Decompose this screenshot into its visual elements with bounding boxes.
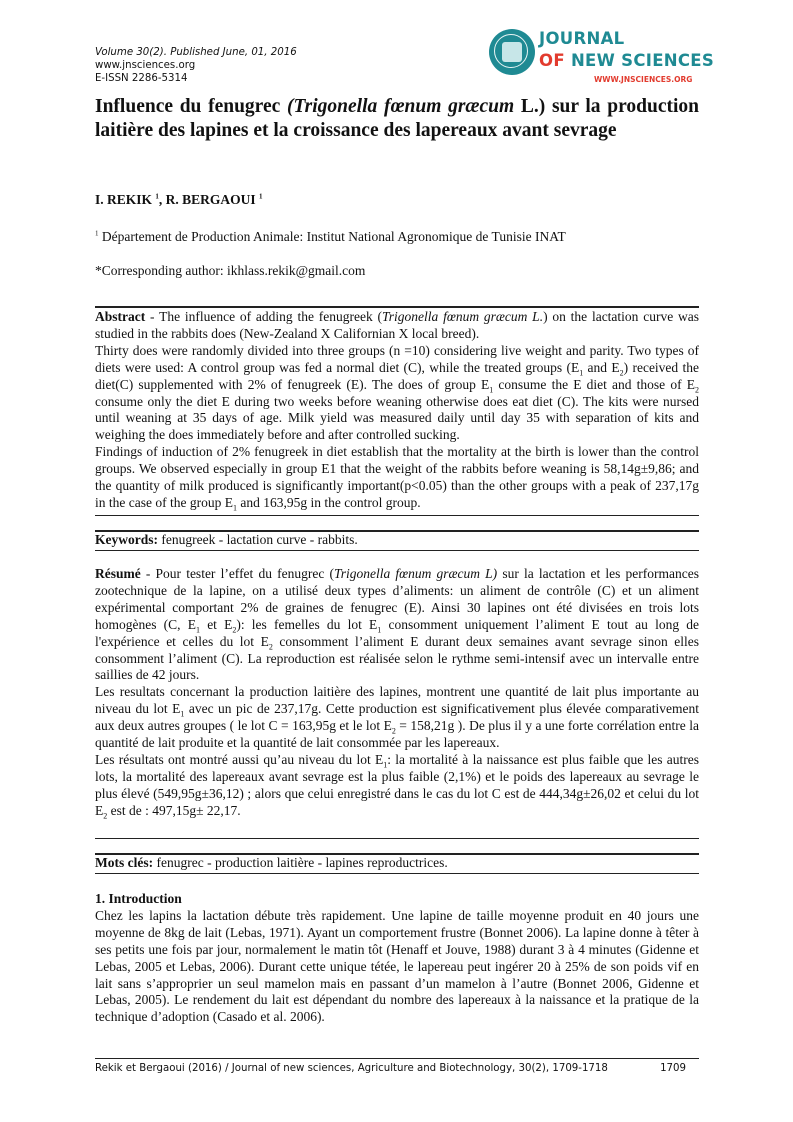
logo-text-new-sciences: OF NEW SCIENCES	[539, 51, 715, 70]
introduction-section	[95, 891, 699, 1026]
abstract: Abstract - The influence of adding the fenugreek (Trigonella fœnum græcum L.) on the lactation curve was studied in the rabbits does (New-Zealand X Californian X local breed). Thirty does were randomly divided into three groups (n =10) considering live weight and parity. Two types of diets were used: A control group was fed a normal diet (C), while the treated groups ($E_1$ and $E_2$) received the diet(C) supplemented with 2% of fenugreek (E). The does of group $E_1$ consume the E diet and those of $E_2$ consume only the diet E during two weeks before weaning otherwise does eat diet (C). The kits were nursed until weaning at 35 days of age. Milk yield was measured daily until day 35 with separation of kits and weighing the does immediately before and after controlled sucking. Findings of induction of 2% fenugreek in diet establish that the mortality at the birth is lower than the control groups. We observed especially in group E1 that the weight of the rabbits before weaning is 58,14g±9,86; and the quantity of milk produced is significantly important(p<0.05) than the other groups with a peak of 237,17g in the case of the group $E_1$ and 163,95g in the control group.	[95, 309, 699, 513]
affiliation: $^1$ Département de Production Animale: Institut National Agronomique de Tunisie INAT	[95, 229, 566, 244]
paper-title: Influence du fenugrec (Trigonella fœnum græcum L.) sur la production laitière des lapines et la croissance des lapereaux avant sevrage	[95, 96, 700, 141]
journal-seal-icon	[489, 29, 535, 75]
rule-resume-bottom	[95, 838, 699, 839]
mots-cles: Mots clés: fenugrec - production laitière - lapines reproductrices.	[95, 855, 448, 870]
website-link[interactable]: www.jnsciences.org	[95, 60, 196, 71]
rule-keywords-bottom	[95, 550, 699, 551]
authors: I. REKIK $^1$, R. BERGAOUI $^1$	[95, 192, 263, 207]
corresponding-author: *Corresponding author: ikhlass.rekik@gmail.com	[95, 263, 366, 278]
introduction-heading: 1. Introduction	[95, 891, 182, 906]
keywords: Keywords: fenugreek - lactation curve - rabbits.	[95, 532, 358, 547]
footer	[95, 1063, 699, 1074]
logo-text-journal: JOURNAL	[539, 29, 625, 48]
resume: Résumé - Pour tester l’effet du fenugrec (Trigonella fœnum græcum L) sur la lactation et les performances zootechnique de la lapine, on a utilisé deux types d’aliments: un aliment de contrôle (C) et un aliment expérimental comportant 2% de graines de fenugrec (E). Ainsi 30 lapines ont été divisées en trois lots homogènes (C, $E_1$ et $E_2$): les femelles du lot $E_1$ consomment uniquement l’aliment E tout au long de l'expérience et celles du lot $E_2$ consomment l’aliment E durant deux semaines avant sevrage sinon elles consomment l’aliment (C). La reproduction est réalisée selon le rythme semi-intensif avec un intervalle entre saillies de 42 jours. Les resultats concernant la production laitière des lapines, montrent une quantité de lait plus importante au niveau du lot $E_1$ avec un pic de 237,17g. Cette production est significativement plus élevée comparativement aux deux autres groupes ( le lot C = 163,95g et le lot $E_2 = 158,21g$ ). De plus il y a une forte corrélation entre la quantité de lait produite et la quantité de lait consommée par les lapereaux. Les résultats ont montré aussi qu’au niveau du lot $E_1$: la mortalité à la naissance est plus faible que les autres lots, la mortalité des lapereaux avant sevrage est la plus faible (2,1%) et le poids des lapereaux au sevrage le plus élevé (549,95g±36,12) ; alors que celui enregistré dans le cas du lot C est de 444,34g±26,02 et celui du lot $E_2$ est de : 497,15g± 22,17.	[95, 566, 700, 821]
journal-header-info	[95, 46, 297, 85]
rule-abstract-top	[95, 306, 699, 308]
footer-citation: Rekik et Bergaoui (2016) / Journal of new sciences, Agriculture and Biotechnology, 30(2), 1709-1718	[95, 1063, 608, 1074]
page-number: 1709	[660, 1063, 686, 1074]
rule-footer	[95, 1058, 699, 1059]
logo-url: WWW.JNSCIENCES.ORG	[594, 75, 693, 84]
issn-line: E-ISSN 2286-5314	[95, 73, 188, 84]
volume-line: Volume 30(2). Published June, 01, 2016	[95, 47, 297, 58]
journal-logo	[489, 27, 715, 91]
introduction-text: Chez les lapins la lactation débute très rapidement. Une lapine de taille moyenne produit en 40 jours une moyenne de 8kg de lait (Lebas, 1971). Ayant un comportement frustre (Bonnet 2006). La lapine donne à têter à ses petits une fois par jour, normalement le matin tôt (Henaff et Jouve, 1988) durant 3 à 4 minutes (Gidenne et Lebas, 2005 et Lebas, 2006). Durant cette unique tétée, le lapereau peut ingérer 20 à 25% de son poids vif en lait sans s’approprier un seul mamelon mais en passant d’un mamelon à l’autre (Bonnet 2006, Gidenne et Lebas, 2005). Le rendement du lait est dépendant du nombre des lapereaux à la naissance et la pratique de la technique d’adoption (Casado et al. 2006).	[95, 907, 699, 1025]
rule-abstract-bottom	[95, 515, 699, 516]
rule-motscles-bottom	[95, 873, 699, 874]
